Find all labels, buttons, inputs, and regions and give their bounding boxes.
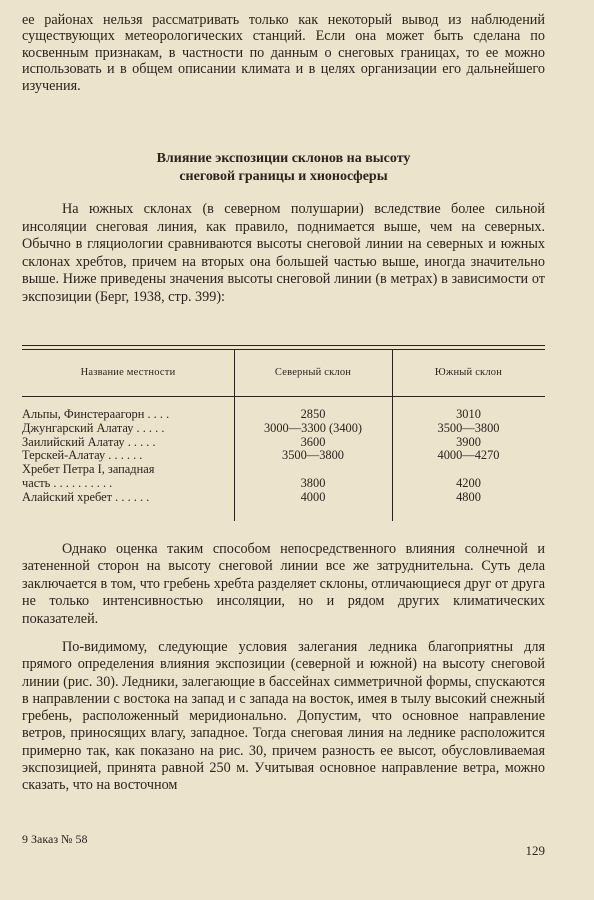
cell-south: 4000—4270 [437,448,500,463]
table-header-rule [22,396,545,397]
cell-location: Хребет Петра I, западная [22,463,155,477]
cell-north: 3600 [300,434,326,449]
cell-location: Джунгарский Алатау . . . . . [22,421,165,435]
intro-paragraph: ее районах нельзя рассматривать только как некоторый вывод из наблюдений существующих метеорологических станций. Если она может быть сделана по косвенным признакам, в частности по данным о снеговых границах, то ее можно использовать и в общем описании климата и в целях организации его дальнейшего изучения. [22,12,545,94]
paragraph-exposition-intro: На южных склонах (в северном полушарии) вследствие более сильной инсоляции снеговая линия, как правило, поднимается выше, чем на северных. Обычно в гляциологии сравниваются высоты снеговой линии на северных и южных склонах хребтов, причем на вторых она большей частью выше, иногда значительно выше. Ниже приведены значения высоты снеговой линии (в метрах) в зависимости от экспозиции (Берг, 1938, стр. 399): [22,201,545,305]
table-body [22,408,545,505]
cell-north: 2850 [300,407,326,421]
table-row [22,436,545,450]
table-row [22,491,545,505]
cell-location: часть . . . . . . . . . . [22,476,113,490]
section-heading-line-2: снеговой границы и хионосферы [179,169,388,184]
cell-south: 3010 [456,407,481,421]
section-heading-line-1: Влияние экспозиции склонов на высоту [156,151,411,166]
table-row [22,463,545,477]
table-row [22,449,545,463]
snowline-table [22,345,545,521]
cell-south: 4200 [456,475,481,490]
cell-north: 3800 [300,475,326,490]
table-header-location: Название местности [80,367,176,378]
table-header-south-slope: Южный склон [434,367,503,378]
cell-location: Заилийский Алатау . . . . . [22,435,156,449]
table-top-rule [22,345,545,346]
cell-north: 3500—3800 [282,448,344,463]
table-row [22,408,545,422]
paragraph-assessment: Однако оценка таким способом непосредственного влияния солнечной и затененной сторон на высоту снеговой линии все же затруднительна. Суть дела заключается в том, что гребень хребта разделяет склоны, отличающиеся друг от друга не только интенсивностью инсоляции, но и рядом других климатических показателей. [22,541,545,627]
cell-south: 3500—3800 [437,420,500,435]
cell-south: 4800 [456,489,481,504]
table-row [22,477,545,491]
printer-signature: 9 Заказ № 58 [22,832,88,846]
table-top-rule-inner [22,349,545,350]
cell-location: Терскей-Алатау . . . . . . [22,449,143,463]
cell-location: Альпы, Финстераагорн . . . . [22,408,170,421]
table-header-north-slope: Северный склон [274,367,352,378]
cell-location: Алайский хребет . . . . . . [22,490,150,504]
page-number: 129 [525,843,545,858]
table-row [22,422,545,436]
cell-south: 3900 [456,434,481,449]
cell-north: 4000 [300,489,326,504]
cell-north: 3000—3300 (3400) [263,420,363,435]
paragraph-conditions: По-видимому, следующие условия залегания ледника благоприятны для прямого определения влияния экспозиции (северной и южной) на высоту снеговой линии (рис. 30). Ледники, залегающие в бассейнах симметричной формы, спускаются в направлении с востока на запад и с запада на восток, имея в тылу высокий снежный гребень, расположенный меридионально. Допустим, что основное направление ветров, приносящих влагу, западное. Тогда снеговая линия на леднике расположится примерно так, как показано на рис. 30, причем разность ее высот, обусловливаемая экспозицией, принята равной 250 м. Учитывая основное направление ветра, можно сказать, что на восточном [22,639,545,794]
section-heading [22,150,545,186]
